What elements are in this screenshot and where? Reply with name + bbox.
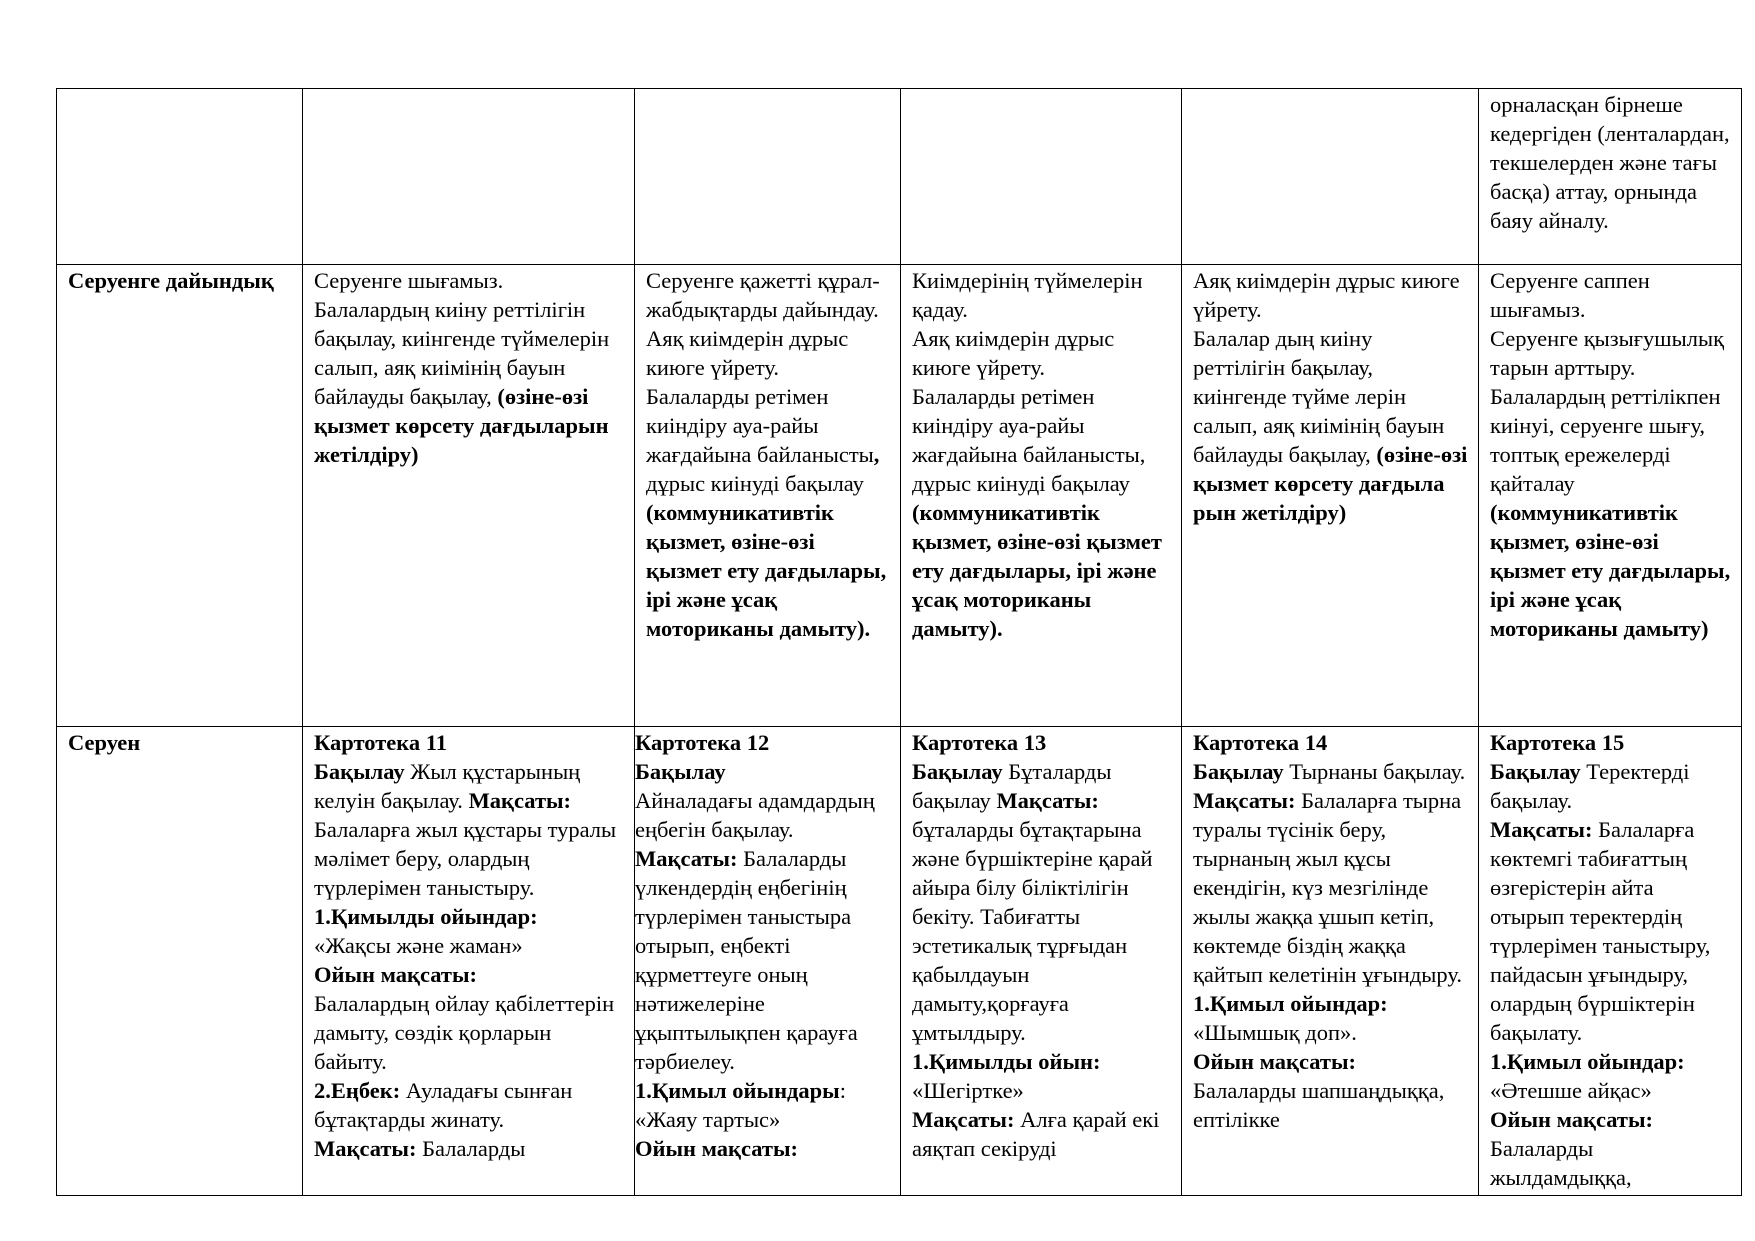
cell-text: Ауладағы сынған бұтақтарды жинату. (314, 1078, 573, 1132)
cell-text: Балаларға көктемгі табиғаттың өзгерістерін айта отырып теректердің түрлерімен таныстыру, пайдасын ұғындыру, олардың бүршіктерін бақылату. (1490, 817, 1711, 1045)
cell-paragraph (1193, 989, 1468, 1018)
cell-paragraph (646, 266, 890, 324)
table-cell (1479, 727, 1742, 1196)
table-cell (901, 89, 1182, 265)
bold-text: , (873, 442, 880, 467)
cell-paragraph (314, 728, 624, 757)
bold-text: 1. (314, 904, 331, 929)
plan-table (56, 88, 1742, 1196)
table-row (57, 727, 1742, 1196)
cell-paragraph (1490, 1047, 1731, 1076)
bold-text: (өзіне-өзі қызмет көрсету дағдыла рын жетілдіру) (1193, 442, 1468, 525)
cell-text: «Жақсы және жаман» (314, 933, 523, 958)
cell-paragraph (912, 728, 1171, 757)
cell-paragraph (635, 1105, 890, 1134)
cell-text: «Шегіртке» (912, 1078, 1024, 1103)
cell-paragraph (912, 324, 1171, 382)
bold-text: Еңбек: (330, 1078, 401, 1103)
table-cell (635, 89, 901, 265)
bold-text: Мақсаты: (996, 788, 1099, 813)
bold-text: Бақылау (1490, 759, 1581, 784)
bold-text: Картотека 15 (1490, 730, 1625, 755)
cell-paragraph (314, 931, 624, 960)
bold-text: Бақылау (1193, 759, 1284, 784)
cell-text: «Шымшық доп». (1193, 1020, 1357, 1045)
table-row (57, 89, 1742, 265)
cell-paragraph (635, 757, 890, 786)
cell-paragraph (1490, 757, 1731, 815)
cell-text: Жыл құстарының келуін бақылау. (314, 759, 581, 813)
cell-paragraph (912, 1047, 1171, 1076)
bold-text: Бақылау (314, 759, 405, 784)
table-cell (635, 265, 901, 727)
table-cell (1182, 89, 1479, 265)
cell-text: Балаларды шапшаңдыққа, ептілікке (1193, 1078, 1445, 1132)
cell-text: Серуенге шығамыз. Балалардың киіну реттілігін бақылау, киінгенде түймелерін салып, аяқ киімінің бауын байлауды бақылау, (314, 268, 610, 409)
cell-paragraph (314, 960, 624, 989)
cell-paragraph (1193, 1076, 1468, 1134)
cell-text: дұрыс киінуді бақылау (646, 471, 864, 496)
bold-text: Мақсаты: (468, 788, 572, 813)
row-label (57, 727, 303, 1196)
cell-paragraph (912, 757, 1171, 1047)
cell-text: Аяқ киімдерін дұрыс киюге үйрету. (1193, 268, 1460, 322)
row-label-text: Серуен (68, 730, 141, 755)
cell-paragraph (1193, 728, 1468, 757)
table-cell (303, 265, 635, 727)
cell-text: «Әтешше айқас» (1490, 1078, 1652, 1103)
bold-text: Қимылды ойын: (928, 1049, 1101, 1074)
bold-text: (коммуникативтік қызмет, өзіне-өзі қызмет ету дағдылары, ірі және ұсақ моториканы дамыту). (912, 500, 1162, 641)
cell-text: Балаларға жыл құстары туралы мәлімет беру, олардың түрлерімен таныстыру. (314, 817, 617, 900)
cell-paragraph (646, 382, 890, 643)
cell-text: Теректерді бақылау. (1490, 759, 1690, 813)
cell-paragraph (1490, 90, 1731, 235)
cell-text: Серуенге қажетті құрал-жабдықтарды дайындау. (646, 268, 880, 322)
table-cell (1479, 265, 1742, 727)
table-cell (901, 265, 1182, 727)
cell-text: «Жаяу тартыс» (635, 1107, 781, 1132)
cell-paragraph (635, 1134, 890, 1163)
cell-text: Аяқ киімдерін дұрыс киюге үйрету. (912, 326, 1115, 380)
bold-text: Мақсаты: (912, 1107, 1015, 1132)
bold-text: 2. (314, 1078, 331, 1103)
bold-text: Бақылау (912, 759, 1003, 784)
cell-text: Балалар дың киіну реттілігін бақылау, киінгенде түйме лерін салып, аяқ киімінің бауын байлауды бақылау, (1193, 326, 1445, 467)
cell-text: Балаларға тырна туралы түсінік беру, тырнаның жыл құсы екендігін, күз мезгілінде жылы жаққа ұшып кетіп, көктемде біздің жаққа қайтып келетінін ұғындыру. (1193, 788, 1462, 987)
cell-paragraph (646, 324, 890, 382)
cell-paragraph (635, 1076, 890, 1105)
bold-text: Мақсаты: (1490, 817, 1593, 842)
bold-text: 1.Қимыл ойындар: (1193, 991, 1388, 1016)
bold-text: Мақсаты: (1193, 788, 1296, 813)
bold-text: (коммуникативтік қызмет, өзіне-өзі қызмет ету дағдылары, ірі және ұсақ моториканы дамыту) (1490, 500, 1731, 641)
bold-text: Картотека 11 (314, 730, 447, 755)
bold-text: Картотека 12 (635, 730, 770, 755)
cell-paragraph (1490, 1134, 1731, 1192)
cell-paragraph (912, 266, 1171, 324)
bold-text: 1.Қимыл ойындары (635, 1078, 840, 1103)
bold-text: Мақсаты: (314, 1136, 417, 1161)
cell-paragraph (635, 728, 890, 757)
cell-text: Серуенге саппен шығамыз. (1490, 268, 1650, 322)
cell-text: Киімдерінің түймелерін қадау. (912, 268, 1143, 322)
bold-text: Ойын мақсаты: (1193, 1049, 1357, 1074)
cell-text: бұталарды бұтақтарына және бүршіктеріне қарай айыра білу біліктілігін бекіту. Табиғатты эстетикалық тұрғыдан қабылдауын дамыту,қорғауға ұмтылдыру. (912, 817, 1153, 1045)
cell-text: Серуенге қызығушылық тарын арттыру. Балалардың реттілікпен киінуі, серуенге шығу, топтық ережелерді қайталау (1490, 326, 1724, 496)
cell-paragraph (1490, 815, 1731, 1047)
cell-text: Бұталарды бақылау (912, 759, 1112, 813)
row-label (57, 265, 303, 727)
cell-paragraph (912, 382, 1171, 643)
cell-paragraph (1193, 786, 1468, 989)
cell-paragraph (1490, 1076, 1731, 1105)
cell-paragraph (1193, 1018, 1468, 1047)
cell-paragraph (912, 1076, 1171, 1105)
bold-text: Қимылды ойындар: (330, 904, 538, 929)
cell-paragraph (1490, 728, 1731, 757)
cell-text: Айналадағы адамдардың еңбегін бақылау. (635, 788, 875, 842)
cell-paragraph (1193, 324, 1468, 527)
cell-paragraph (1193, 266, 1468, 324)
cell-text: : (839, 1078, 847, 1103)
bold-text: (өзіне-өзі қызмет көрсету дағдыларын жетілдіру) (314, 384, 609, 467)
cell-text: Балаларды жылдамдыққа, (1490, 1136, 1632, 1190)
table-cell (1182, 265, 1479, 727)
cell-paragraph (314, 989, 624, 1076)
cell-paragraph (635, 786, 890, 844)
row-label-text: Серуенге дайындық (68, 268, 274, 293)
cell-text: Балаларды ретімен киіндіру ауа-райы жағдайына байланысты (646, 384, 874, 467)
cell-text: Тырнаны бақылау. (1283, 759, 1466, 784)
table-cell (1479, 89, 1742, 265)
cell-paragraph (1490, 324, 1731, 643)
bold-text: Ойын мақсаты: (314, 962, 478, 987)
table-cell (1182, 727, 1479, 1196)
cell-paragraph (912, 1105, 1171, 1163)
cell-paragraph (1490, 1105, 1731, 1134)
bold-text: 1.Қимыл ойындар: (1490, 1049, 1685, 1074)
cell-text: Балаларды (416, 1136, 526, 1161)
table-cell (635, 727, 901, 1196)
cell-paragraph (314, 902, 624, 931)
bold-text: Картотека 13 (912, 730, 1047, 755)
bold-text: (коммуникативтік қызмет, өзіне-өзі қызмет ету дағдылары, ірі және ұсақ моториканы дамыту). (646, 500, 887, 641)
cell-paragraph (1193, 757, 1468, 786)
bold-text: 1. (912, 1049, 929, 1074)
cell-paragraph (1490, 266, 1731, 324)
cell-text: Аяқ киімдерін дұрыс киюге үйрету. (646, 326, 849, 380)
cell-paragraph (314, 757, 624, 902)
cell-text: Алға қарай екі аяқтап секіруді (912, 1107, 1160, 1161)
cell-text: Балалардың ойлау қабілеттерін дамыту, сөздік қорларын байыту. (314, 991, 615, 1074)
cell-paragraph (635, 844, 890, 1076)
cell-paragraph (314, 1076, 624, 1134)
cell-paragraph (1193, 1047, 1468, 1076)
table-cell (303, 89, 635, 265)
bold-text: Ойын мақсаты: (635, 1136, 799, 1161)
bold-text: Ойын мақсаты: (1490, 1107, 1654, 1132)
cell-text: Балаларды ретімен киіндіру ауа-райы жағдайына байланысты, дұрыс киінуді бақылау (912, 384, 1146, 496)
cell-text: орналасқан бірнеше кедергіден (ленталардан, текшелерден және тағы басқа) аттау, орнында баяу айналу. (1490, 92, 1730, 233)
cell-paragraph (314, 266, 624, 469)
table-cell (901, 727, 1182, 1196)
table-cell (303, 727, 635, 1196)
bold-text: Мақсаты: (635, 846, 738, 871)
table-row (57, 265, 1742, 727)
bold-text: Картотека 14 (1193, 730, 1328, 755)
row-label (57, 89, 303, 265)
cell-text: Балаларды үлкендердің еңбегінің түрлерімен таныстыра отырып, еңбекті құрметтеуге оның нәтижелеріне ұқыптылықпен қарауға тәрбиелеу. (635, 846, 858, 1074)
cell-paragraph (314, 1134, 624, 1163)
bold-text: Бақылау (635, 759, 726, 784)
